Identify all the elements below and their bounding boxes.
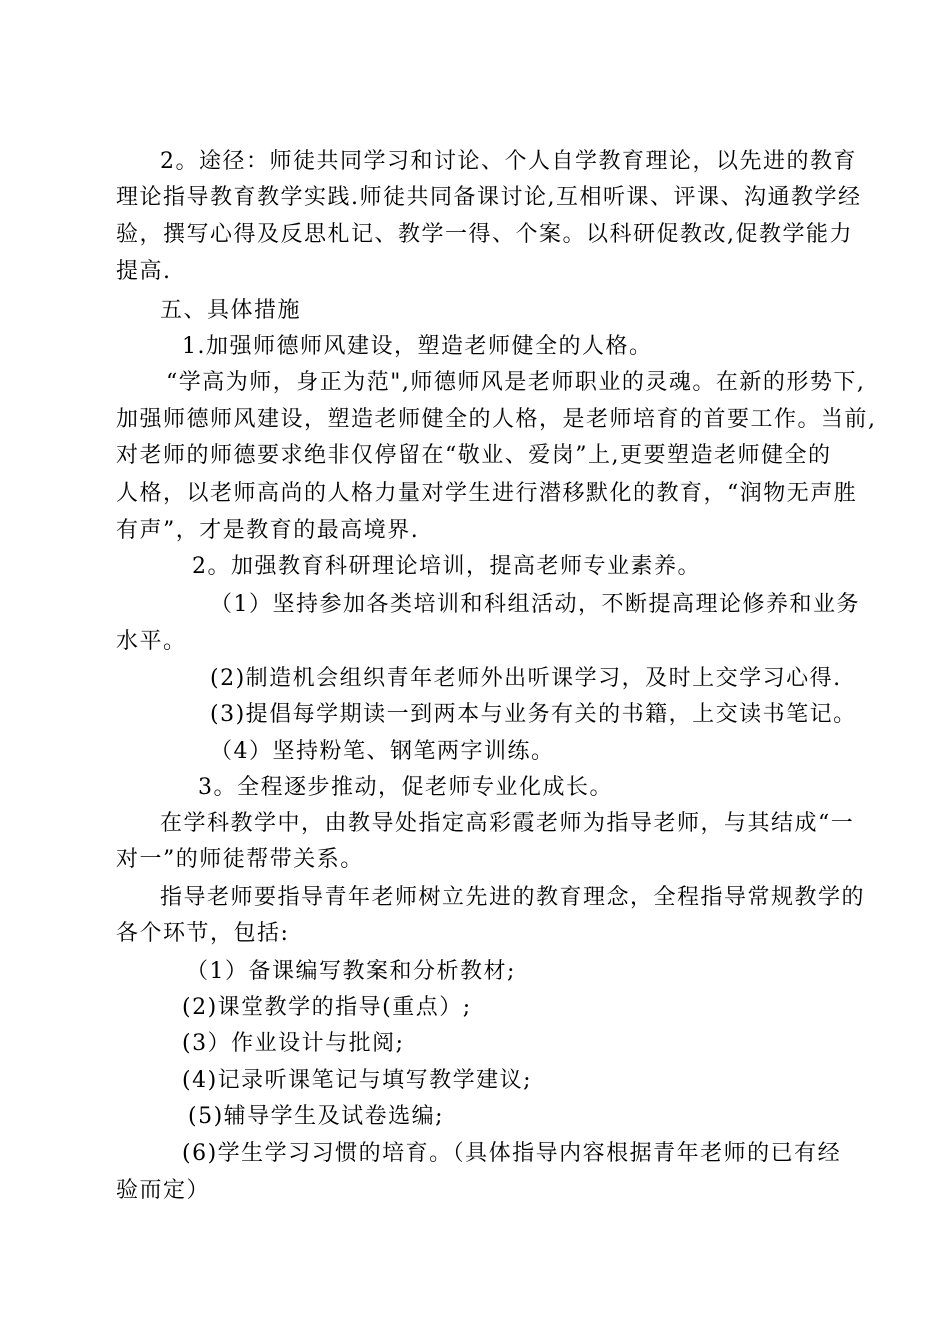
subsection-heading: 2。加强教育科研理论培训，提高老师专业素养。 (192, 554, 701, 579)
text-line: 对老师的师德要求绝非仅停留在“敬业、爱岗”上,更要塑造老师健全的 (116, 443, 832, 468)
list-item: (5)辅导学生及试卷选编; (188, 1104, 445, 1129)
section-heading: 五、具体措施 (160, 298, 302, 323)
text-line: 指导老师要指导青年老师树立先进的教育理念，全程指导常规教学的 (160, 885, 866, 910)
list-item: （1）坚持参加各类培训和科组活动，不断提高理论修养和业务 (210, 592, 860, 617)
text-line: 各个环节，包括: (116, 921, 290, 946)
list-item: (2)制造机会组织青年老师外出听课学习，及时上交学习心得. (210, 666, 842, 691)
text-line: 在学科教学中，由教导处指定高彩霞老师为指导老师，与其结成“一 (160, 811, 855, 836)
text-line: 验，撰写心得及反思札记、教学一得、个案。以科研促教改,促教学能力 (116, 222, 853, 247)
list-item: (3）作业设计与批阅; (182, 1031, 405, 1056)
text-line: 加强师德师风建设，塑造老师健全的人格，是老师培育的首要工作。当前, (116, 407, 877, 432)
text-line: 水平。 (116, 629, 187, 654)
list-item: (6)学生学习习惯的培育。（具体指导内容根据青年老师的已有经 (182, 1141, 842, 1166)
list-item: (3)提倡每学期读一到两本与业务有关的书籍，上交读书笔记。 (210, 702, 857, 727)
text-line: 验而定） (116, 1178, 211, 1203)
text-line: 有声”，才是教育的最高境界. (116, 518, 420, 543)
text-line: 2。途径：师徒共同学习和讨论、个人自学教育理论，以先进的教育 (160, 149, 857, 174)
subsection-heading: 1.加强师德师风建设，塑造老师健全的人格。 (182, 334, 653, 359)
text-line: 人格，以老师高尚的人格力量对学生进行潜移默化的教育，“润物无声胜 (116, 481, 858, 506)
list-item: （1）备课编写教案和分析教材; (186, 959, 516, 984)
text-line: 对一”的师徒帮带关系。 (116, 847, 364, 872)
list-item: （4）坚持粉笔、钢笔两字训练。 (210, 739, 555, 764)
subsection-heading: 3。全程逐步推动，促老师专业化成长。 (198, 775, 613, 800)
list-item: (4)记录听课笔记与填写教学建议; (182, 1068, 533, 1093)
text-line: “学高为师，身正为范",师德师风是老师职业的灵魂。在新的形势下, (166, 370, 866, 395)
text-line: 理论指导教育教学实践.师徒共同备课讨论,互相听课、评课、沟通教学经 (116, 185, 862, 210)
list-item: (2)课堂教学的指导(重点）; (182, 995, 472, 1020)
text-line: 提高. (116, 259, 172, 284)
